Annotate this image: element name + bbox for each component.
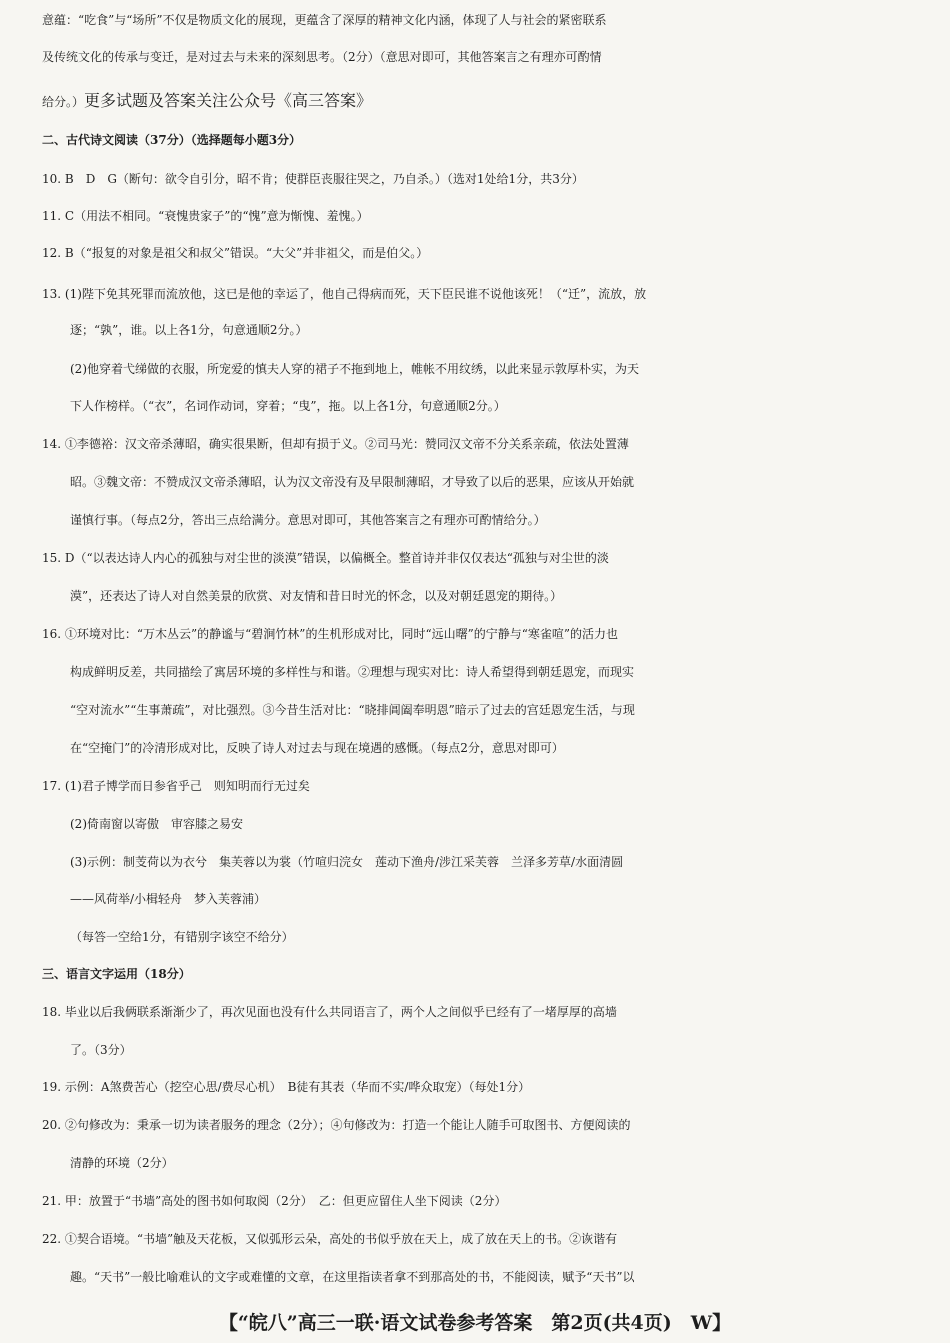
line-text: 下人作榜样。（“衣”，名词作动词，穿着；“曳”，拖。以上各1分，句意通顺2分。） — [70, 399, 506, 413]
line-text: (2)倚南窗以寄傲 审容膝之易安 — [70, 817, 243, 831]
line-text: (3)示例：制芰荷以为衣兮 集芙蓉以为裳（竹喧归浣女 莲动下渔舟/涉江采芙蓉 兰泽多芳草/水面清圆 — [70, 855, 624, 869]
line-text: 给分。） — [42, 95, 85, 109]
line-text: （每答一空给1分，有错别字该空不给分） — [70, 930, 294, 944]
line-text: 22. ①契合语境。“书墙”触及天花板，又似弧形云朵，高处的书似乎放在天上，成了放在天上的书。②诙谐有 — [42, 1232, 618, 1246]
text-line — [0, 925, 950, 949]
text-line — [0, 1189, 950, 1213]
text-line — [0, 1151, 950, 1175]
text-line — [0, 432, 950, 456]
text-line — [0, 546, 950, 570]
text-line — [0, 282, 950, 306]
text-line — [0, 470, 950, 494]
line-text: 11. C（用法不相同。“衰愧贵家子”的“愧”意为惭愧、羞愧。） — [42, 209, 369, 223]
line-text: 16. ①环境对比：“万木丛云”的静谧与“碧涧竹林”的生机形成对比，同时“远山曙”的宁静与“寒雀喧”的活力也 — [42, 627, 618, 641]
line-text: “空对流水”“生事萧疏”，对比强烈。③今昔生活对比：“晓排阊阖奉明恩”暗示了过去的宫廷恩宠生活，与现 — [70, 703, 635, 717]
section-heading — [0, 962, 950, 986]
text-line — [0, 241, 950, 265]
line-text: 及传统文化的传承与变迁，是对过去与未来的深刻思考。（2分）（意思对即可，其他答案言之有理亦可酌情 — [42, 50, 602, 64]
text-line — [0, 8, 950, 32]
line-text: 17. (1)君子博学而日参省乎己 则知明而行无过矣 — [42, 779, 310, 793]
line-text: ——风荷举/小楫轻舟 梦入芙蓉浦） — [70, 892, 267, 906]
line-text: 12. B（“报复的对象是祖父和叔父”错误。“大父”并非祖父，而是伯父。） — [42, 246, 429, 260]
text-line — [0, 1227, 950, 1251]
text-line — [0, 1038, 950, 1062]
text-line — [0, 850, 950, 874]
line-text: (2)他穿着弋绨做的衣服，所宠爱的慎夫人穿的裙子不拖到地上，帷帐不用纹绣，以此来显示敦厚朴实，为天 — [70, 362, 640, 376]
line-text: 清静的环境（2分） — [70, 1156, 174, 1170]
text-line — [0, 167, 950, 191]
line-text: 10. B D G（断句：欲令自引分，昭不肯；使群臣丧服往哭之，乃自杀。）（选对1处给1分，共3分） — [42, 172, 584, 186]
line-text: 14. ①李德裕：汉文帝杀薄昭，确实很果断，但却有损于义。②司马光：赞同汉文帝不分关系亲疏，依法处置薄 — [42, 437, 629, 451]
text-line — [0, 1113, 950, 1137]
line-text: 漠”，还表达了诗人对自然美景的欣赏、对友情和昔日时光的怀念，以及对朝廷恩宠的期待。） — [70, 589, 563, 603]
heading-text: 二、古代诗文阅读（37分）（选择题每小题3分） — [42, 133, 302, 147]
text-line — [0, 1000, 950, 1024]
section-heading — [0, 128, 950, 152]
text-line — [0, 774, 950, 798]
text-line — [0, 812, 950, 836]
text-line — [0, 736, 950, 760]
line-text: 21. 甲：放置于“书墙”高处的图书如何取阅（2分） 乙：但更应留住人坐下阅读（2分） — [42, 1194, 507, 1208]
line-text: 逐；“孰”，谁。以上各1分，句意通顺2分。） — [70, 323, 308, 337]
line-text: 趣。“天书”一般比喻难认的文字或难懂的文章，在这里指读者拿不到那高处的书，不能阅读，赋予“天书”以 — [70, 1270, 635, 1284]
line-text: 意蕴：“吃食”与“场所”不仅是物质文化的展现，更蕴含了深厚的精神文化内涵，体现了人与社会的紧密联系 — [42, 13, 607, 27]
line-text: 13. (1)陛下免其死罪而流放他，这已是他的幸运了，他自己得病而死，天下臣民谁不说他该死！（“迁”，流放，放 — [42, 287, 647, 301]
text-line — [0, 1265, 950, 1289]
text-line — [0, 508, 950, 532]
heading-text: 三、语言文字运用（18分） — [42, 967, 191, 981]
line-text: 构成鲜明反差，共同描绘了寓居环境的多样性与和谐。②理想与现实对比：诗人希望得到朝廷恩宠，而现实 — [70, 665, 635, 679]
line-text: 昭。③魏文帝：不赞成汉文帝杀薄昭，认为汉文帝没有及早限制薄昭，才导致了以后的恶果，应该从开始就 — [70, 475, 635, 489]
text-line — [0, 584, 950, 608]
line-text: 19. 示例：A煞费苦心（挖空心思/费尽心机） B徒有其表（华而不实/哗众取宠）（每处1分） — [42, 1080, 531, 1094]
text-line — [0, 318, 950, 342]
line-text: 谨慎行事。（每点2分，答出三点给满分。意思对即可，其他答案言之有理亦可酌情给分。） — [70, 513, 546, 527]
text-line — [0, 394, 950, 418]
line-text: 20. ②句修改为：秉承一切为读者服务的理念（2分）；④句修改为：打造一个能让人随手可取图书、方便阅读的 — [42, 1118, 631, 1132]
text-line — [0, 887, 950, 911]
line-text: 了。（3分） — [70, 1043, 132, 1057]
text-line — [0, 357, 950, 381]
text-line — [0, 204, 950, 228]
line-text: 在“空掩门”的冷清形成对比，反映了诗人对过去与现在境遇的感慨。（每点2分，意思对即可） — [70, 741, 564, 755]
text-line — [0, 660, 950, 684]
line-text: 15. D（“以表达诗人内心的孤独与对尘世的淡漠”错误，以偏概全。整首诗并非仅仅表达“孤独与对尘世的淡 — [42, 551, 609, 565]
text-line — [0, 1075, 950, 1099]
text-line — [0, 698, 950, 722]
text-line — [0, 45, 950, 69]
line-text: 18. 毕业以后我俩联系渐渐少了，再次见面也没有什么共同语言了，两个人之间似乎已经有了一堵厚厚的高墙 — [42, 1005, 617, 1019]
promo-text: 更多试题及答案关注公众号《高三答案》 — [84, 91, 373, 110]
text-line — [0, 622, 950, 646]
page-footer: 【“皖八”高三一联·语文试卷参考答案 第2页(共4页) W】 — [218, 1312, 732, 1334]
text-line — [0, 89, 950, 114]
